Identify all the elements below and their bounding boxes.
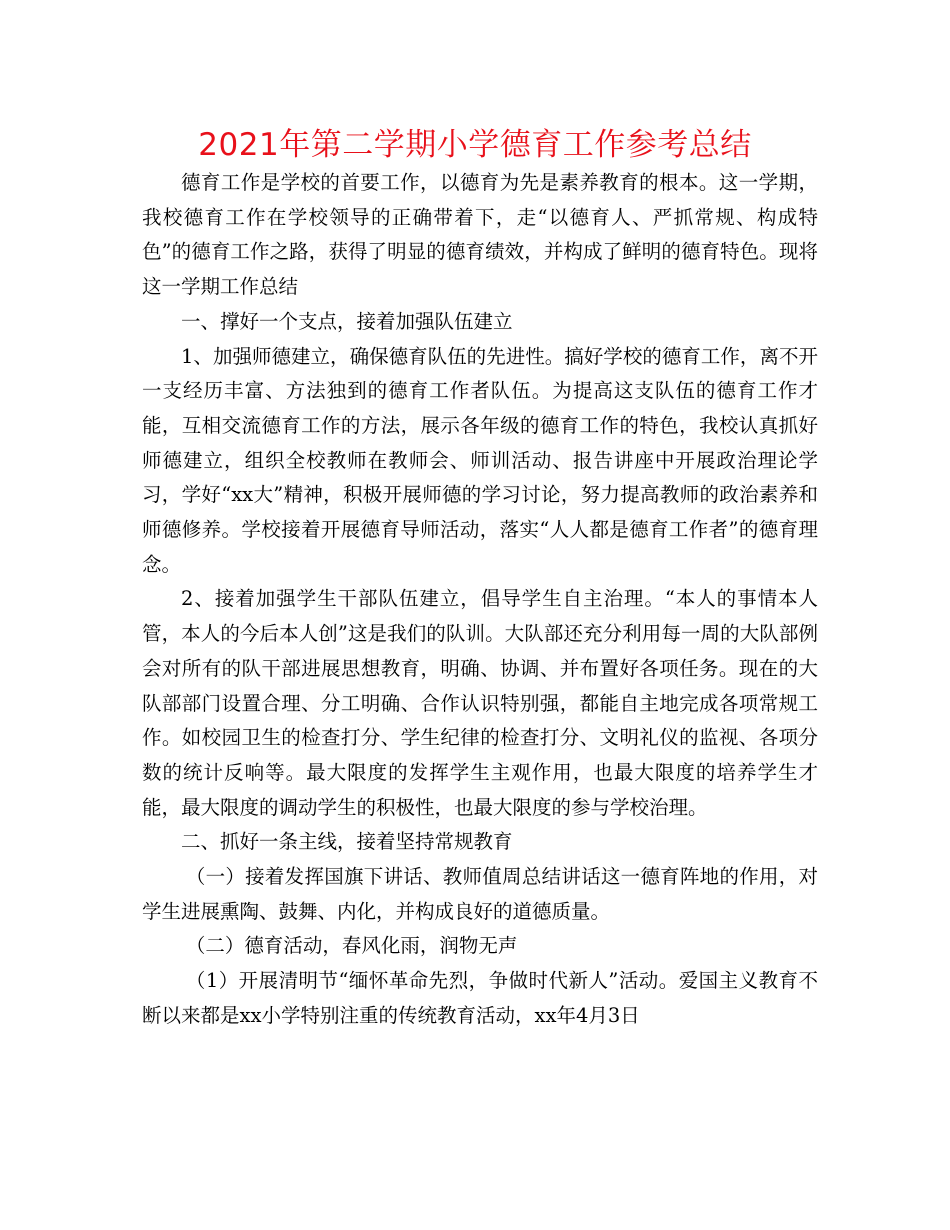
section-heading-2: 二、抓好一条主线，接着坚持常规教育 bbox=[181, 830, 513, 854]
document-title: 2021年第二学期小学德育工作参考总结 bbox=[198, 127, 752, 163]
subheading-moral-activities: （二）德育活动，春风化雨，润物无声 bbox=[185, 934, 518, 958]
document-body bbox=[142, 166, 818, 1034]
paragraph-qingming: （1）开展清明节“缅怀革命先烈，争做时代新人”活动。爱国主义教育不断以来都是xx小学特别注重的传统教育活动，xx年4月3日 bbox=[142, 969, 818, 1027]
section-heading-1: 一、撑好一个支点，接着加强队伍建立 bbox=[181, 309, 513, 333]
paragraph-intro: 德育工作是学校的首要工作，以德育为先是素养教育的根本。这一学期，我校德育工作在学校领导的正确带着下，走“以德育人、严抓常规、构成特色”的德育工作之路，获得了明显的德育绩效，并构成了鲜明的德育特色。现将这一学期工作总结 bbox=[142, 171, 818, 299]
paragraph-teacher-ethics: 1、加强师德建立，确保德育队伍的先进性。搞好学校的德育工作，离不开一支经历丰富、方法独到的德育工作者队伍。为提高这支队伍的德育工作才能，互相交流德育工作的方法，展示各年级的德育工作的特色，我校认真抓好师德建立，组织全校教师在教师会、师训活动、报告讲座中开展政治理论学习，学好“xx大”精神，积极开展师德的学习讨论，努力提高教师的政治素养和师德修养。学校接着开展德育导师活动，落实“人人都是德育工作者”的德育理念。 bbox=[142, 344, 818, 576]
paragraph-student-cadres: 2、接着加强学生干部队伍建立，倡导学生自主治理。“本人的事情本人管，本人的今后本人创”这是我们的队训。大队部还充分利用每一周的大队部例会对所有的队干部进展思想教育，明确、协调、并布置好各项任务。现在的大队部部门设置合理、分工明确、合作认识特别强，都能自主地完成各项常规工作。如校园卫生的检查打分、学生纪律的检查打分、文明礼仪的监视、各项分数的统计反响等。最大限度的发挥学生主观作用，也最大限度的培养学生才能，最大限度的调动学生的积极性，也最大限度的参与学校治理。 bbox=[142, 587, 818, 819]
paragraph-flag-speech: （一）接着发挥国旗下讲话、教师值周总结讲话这一德育阵地的作用，对学生进展熏陶、鼓舞、内化，并构成良好的道德质量。 bbox=[142, 865, 818, 923]
